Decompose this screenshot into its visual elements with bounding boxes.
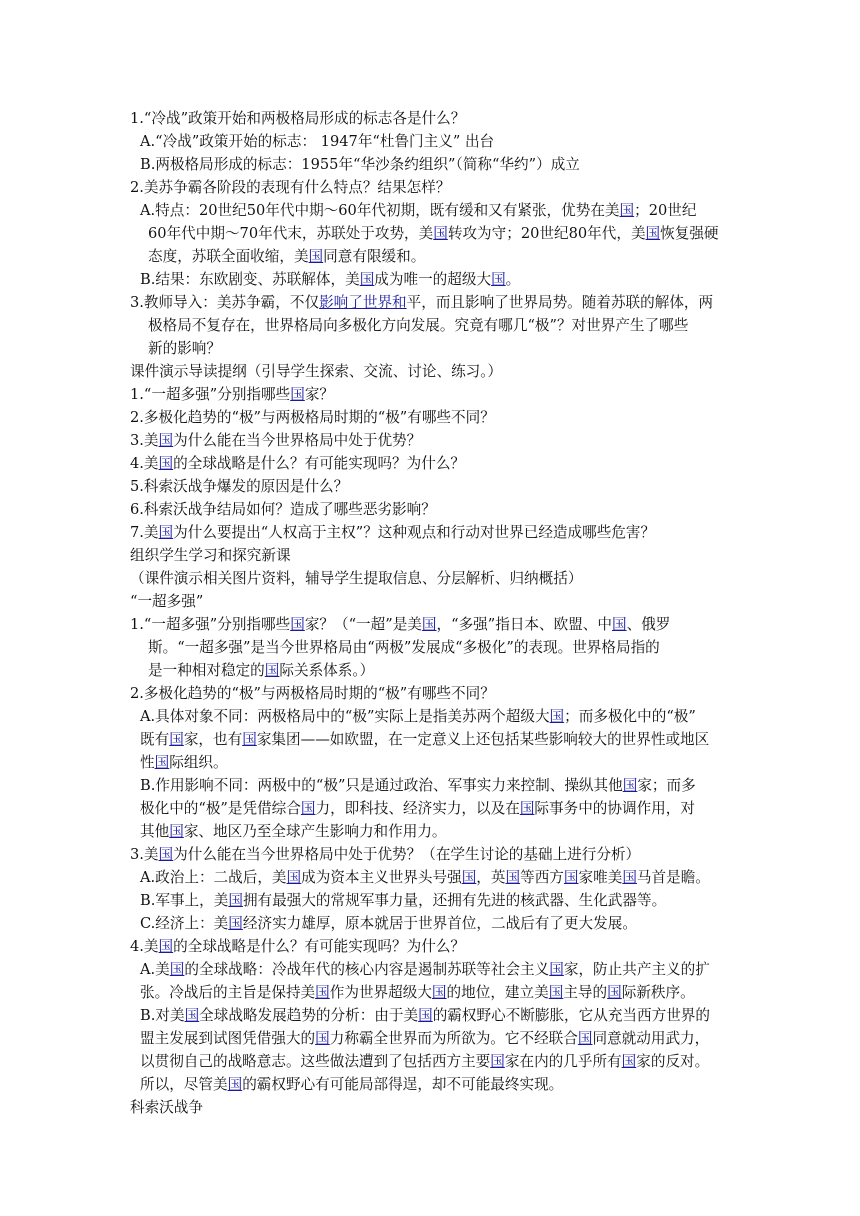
text-segment: 科索沃战争 [130,1099,203,1116]
text-line [130,337,735,360]
hyperlink[interactable]: 国 [491,271,506,288]
text-line [130,843,735,866]
hyperlink[interactable]: 国 [154,754,170,771]
text-segment: 斯。“一超多强”是当今世界格局由“两极”发展成“多极化”的表现。世界格局指的 [148,639,660,656]
text-segment: 所以，尽管美 [140,1076,228,1093]
text-segment: 2.多极化趋势的“极”与两极格局时期的“极”有哪些不同？ [130,409,495,426]
hyperlink[interactable]: 国 [184,1007,200,1024]
text-segment: 成为唯一的超级大 [374,271,492,288]
text-segment: B.作用影响不同：两极中的“极”只是通过政治、军事实力来控制、操纵其他 [140,777,623,794]
text-line [130,521,735,544]
text-line [130,958,735,981]
text-line [130,820,735,843]
text-line [130,889,735,912]
hyperlink[interactable]: 国 [505,869,521,886]
text-segment: 作为世界超级大 [329,984,432,1001]
text-line [130,475,735,498]
text-segment: 4.美 [130,455,159,472]
hyperlink[interactable]: 国 [490,1053,505,1070]
text-segment: 为什么能在当今世界格局中处于优势？（在学生讨论的基础上进行分析） [173,846,641,863]
text-segment: 等西方 [520,869,564,886]
text-line [130,797,735,820]
text-segment: 平，而且影响了世界局势。随着苏联的解体，两 [406,294,714,311]
text-segment: 新的影响？ [148,340,221,357]
text-segment: 。 [505,271,521,288]
hyperlink[interactable]: 国 [549,961,564,978]
text-segment: 成为资本主义世界头号强 [301,869,462,886]
hyperlink[interactable]: 国 [158,846,174,863]
text-segment: 2.多极化趋势的“极”与两极格局时期的“极”有哪些不同？ [130,685,495,702]
text-segment: 其他 [140,823,170,840]
hyperlink[interactable]: 国 [315,1030,330,1047]
text-segment: 同意就动用武力， [592,1030,710,1047]
text-line [130,429,735,452]
text-segment: ，“多强”指日本、欧盟、中 [436,616,612,633]
text-segment: 转攻为守；20世纪80年代，美 [447,225,646,242]
hyperlink[interactable]: 国 [158,455,174,472]
hyperlink[interactable]: 国 [228,915,243,932]
text-segment: 拥有最强大的常规军事力量，还拥有先进的核武器、生化武器等。 [242,892,667,909]
text-segment: ；而多极化中的“极” [564,708,696,725]
text-line [130,268,735,291]
hyperlink[interactable]: 国 [315,984,330,1001]
text-segment: 家在内的几乎所有 [504,1053,622,1070]
text-line [130,199,735,222]
hyperlink[interactable]: 国 [300,800,316,817]
text-segment: 力，即科技、经济实力，以及在 [315,800,520,817]
hyperlink[interactable]: 国 [286,869,302,886]
text-segment: 极化中的“极”是凭借综合 [140,800,301,817]
text-segment: 态度，苏联全面收缩，美 [148,248,309,265]
text-line [130,935,735,958]
text-segment: 家？（“一超”是美 [304,616,422,633]
text-segment: 家唯美 [578,869,623,886]
text-segment: 以贯彻自己的战略意志。这些做法遭到了包括西方主要 [140,1053,491,1070]
text-segment: 3.美 [130,432,159,449]
text-line [130,705,735,728]
hyperlink[interactable]: 国 [519,800,535,817]
text-segment: 7.美 [130,524,159,541]
text-line [130,981,735,1004]
text-segment: 1.“一超多强”分别指哪些 [130,386,291,403]
text-line [130,452,735,475]
text-line [130,245,735,268]
hyperlink[interactable]: 国 [158,524,174,541]
text-segment: “一超多强” [130,593,204,610]
hyperlink[interactable]: 国 [242,731,257,748]
text-segment: 全球战略发展趋势的分析：由于美 [199,1007,419,1024]
text-segment: 的霸权野心有可能局部得逞，却不可能最终实现。 [242,1076,564,1093]
text-segment: B.对美 [140,1007,185,1024]
hyperlink[interactable]: 国 [158,938,174,955]
text-segment: 为什么能在当今世界格局中处于优势？ [173,432,422,449]
text-segment: B.结果：东欧剧变、苏联解体，美 [140,271,360,288]
text-line [130,1027,735,1050]
text-segment: 主导的 [563,984,608,1001]
text-segment: A.政治上：二战后，美 [140,869,287,886]
text-line [130,291,735,314]
text-segment: 性 [140,754,155,771]
text-segment: 5.科索沃战争爆发的原因是什么？ [130,478,349,495]
text-segment: 家的反对。 [636,1053,710,1070]
text-segment: 际新秩序。 [621,984,695,1001]
hyperlink[interactable]: 国 [622,869,637,886]
hyperlink[interactable]: 国 [621,1053,637,1070]
text-line [130,567,735,590]
text-line [130,153,735,176]
hyperlink[interactable]: 国 [418,1007,433,1024]
hyperlink[interactable]: 国 [264,662,280,679]
text-segment: 2.美苏争霸各阶段的表现有什么特点？结果怎样？ [130,179,451,196]
text-segment: 家；而多 [637,777,696,794]
text-segment: 经济实力雄厚，原本就居于世界首位，二战后有了更大发展。 [242,915,637,932]
hyperlink[interactable]: 国 [577,1030,593,1047]
hyperlink[interactable]: 影响了世界和 [319,294,407,311]
text-segment: 1.“冷战”政策开始和两极格局形成的标志各是什么？ [130,110,466,127]
text-line [130,544,735,567]
text-segment: 际关系体系。） [279,662,375,679]
hyperlink[interactable]: 国 [461,869,477,886]
text-line [130,176,735,199]
hyperlink[interactable]: 国 [433,225,448,242]
text-line [130,1073,735,1096]
text-segment: 家？ [304,386,335,403]
text-line [130,383,735,406]
text-line [130,728,735,751]
hyperlink[interactable]: 国 [290,386,305,403]
text-segment: 张。冷战后的主旨是保持美 [140,984,316,1001]
text-segment: 极格局不复存在，世界格局向多极化方向发展。究竟有哪几“极”？对世界产生了哪些 [148,317,689,334]
text-segment: 、俄罗 [626,616,671,633]
hyperlink[interactable]: 国 [359,271,375,288]
text-segment: 1.“一超多强”分别指哪些 [130,616,291,633]
text-segment: A.“冷战”政策开始的标志： 1947年“杜鲁门主义” 出台 [140,133,495,150]
text-segment: A.具体对象不同：两极格局中的“极”实际上是指美苏两个超级大 [140,708,550,725]
text-segment: A.美 [140,961,170,978]
text-line [130,360,735,383]
text-segment: A.特点：20世纪50年代中期～60年代初期，既有缓和又有紧张，优势在美 [140,202,620,219]
text-segment: 际事务中的协调作用，对 [534,800,695,817]
text-line [130,314,735,337]
hyperlink[interactable]: 国 [169,731,184,748]
text-line [130,636,735,659]
text-line [130,498,735,521]
hyperlink[interactable]: 国 [622,777,638,794]
text-segment: 同意有限缓和。 [323,248,426,265]
hyperlink[interactable]: 国 [169,961,185,978]
text-segment: 家，也有 [183,731,243,748]
text-segment: 际组织。 [169,754,228,771]
text-line [130,1096,735,1119]
hyperlink[interactable]: 国 [549,708,565,725]
text-segment: 6.科索沃战争结局如何？造成了哪些恶劣影响？ [130,501,436,518]
hyperlink[interactable]: 国 [227,1076,243,1093]
text-segment: ；20世纪 [634,202,697,219]
text-segment: 3.教师导入：美苏争霸，不仅 [130,294,320,311]
text-segment: 家，防止共产主义的扩 [563,961,710,978]
text-segment: 为什么要提出“人权高于主权”？这种观点和行动对世界已经造成哪些危害？ [173,524,656,541]
hyperlink[interactable]: 国 [548,984,564,1001]
text-segment: B.两极格局形成的标志：1955年“华沙条约组织”（简称“华约”）成立 [140,156,580,173]
text-segment: 的地位，建立美 [446,984,549,1001]
text-segment: 恢复强硬 [660,225,719,242]
text-segment: 力称霸全世界而为所欲为。它不经联合 [329,1030,578,1047]
text-segment: 4.美 [130,938,159,955]
text-segment: 的霸权野心不断膨胀，它从充当西方世界的 [432,1007,710,1024]
text-line [130,222,735,245]
hyperlink[interactable]: 国 [619,202,635,219]
text-segment: 盟主发展到试图凭借强大的 [140,1030,316,1047]
text-segment: （课件演示相关图片资料，辅导学生提取信息、分层解析、归纳概括） [130,570,583,587]
hyperlink[interactable]: 国 [308,248,324,265]
text-segment: ，英 [476,869,506,886]
text-line [130,590,735,613]
hyperlink[interactable]: 国 [563,869,579,886]
text-line [130,1004,735,1027]
text-line [130,613,735,636]
hyperlink[interactable]: 国 [228,892,243,909]
text-segment: B.军事上，美 [140,892,229,909]
hyperlink[interactable]: 国 [431,984,447,1001]
hyperlink[interactable]: 国 [421,616,437,633]
hyperlink[interactable]: 国 [290,616,305,633]
text-line [130,406,735,429]
text-segment: 马首是瞻。 [636,869,710,886]
text-segment: C.经济上：美 [140,915,229,932]
text-line [130,659,735,682]
text-segment: 家集团——如欧盟，在一定意义上还包括某些影响较大的世界性或地区 [256,731,710,748]
text-segment: 是一种相对稳定的 [148,662,265,679]
text-segment: 课件演示导读提纲（引导学生探索、交流、讨论、练习。） [130,363,503,380]
text-line [130,866,735,889]
text-segment: 3.美 [130,846,159,863]
text-line [130,1050,735,1073]
text-line [130,107,735,130]
text-line [130,774,735,797]
text-segment: 家、地区乃至全球产生影响力和作用力。 [183,823,447,840]
text-segment: 既有 [140,731,170,748]
hyperlink[interactable]: 国 [607,984,622,1001]
text-line [130,130,735,153]
text-segment: 的全球战略：冷战年代的核心内容是遏制苏联等社会主义 [184,961,550,978]
text-line [130,912,735,935]
text-line [130,682,735,705]
document-body [130,107,735,1119]
hyperlink[interactable]: 国 [158,432,174,449]
hyperlink[interactable]: 国 [169,823,184,840]
text-segment: 组织学生学习和探究新课 [130,547,291,564]
text-line [130,751,735,774]
text-segment: 的全球战略是什么？有可能实现吗？为什么？ [173,455,466,472]
hyperlink[interactable]: 国 [611,616,627,633]
text-segment: 的全球战略是什么？有可能实现吗？为什么？ [173,938,466,955]
text-segment: 60年代中期～70年代末，苏联处于攻势，美 [148,225,434,242]
hyperlink[interactable]: 国 [645,225,661,242]
